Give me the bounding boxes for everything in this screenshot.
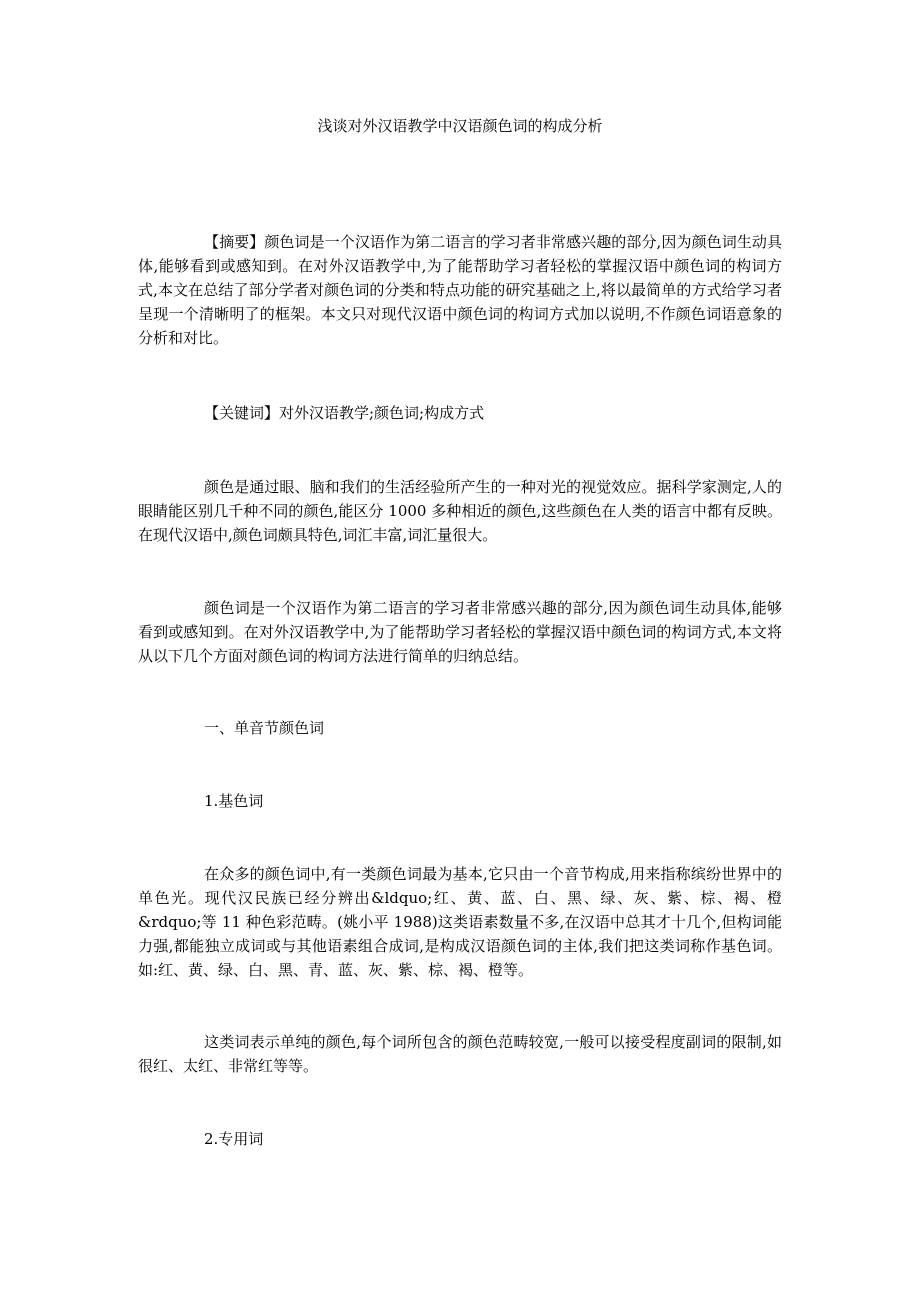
subsection-heading-2: 2.专用词: [204, 1130, 264, 1148]
body-paragraph-3: 在众多的颜色词中,有一类颜色词最为基本,它只由一个音节构成,用来指称缤纷世界中的单色光。现代汉民族已经分辨出&ldquo;红、黄、蓝、白、黑、绿、灰、紫、棕、褐、橙&rdquo;等 11 种色彩范畴。(姚小平 1988)这类语素数量不多,在汉语中总其才十几个,但构词能力强,都能独立成词或与其他语素组合成词,是构成汉语颜色词的主体,我们把这类词称作基色词。如:红、黄、绿、白、黑、青、蓝、灰、紫、棕、褐、橙等。: [138, 865, 782, 979]
body-paragraph-1: 颜色是通过眼、脑和我们的生活经验所产生的一种对光的视觉效应。据科学家测定,人的眼睛能区别几千种不同的颜色,能区分 1000 多种相近的颜色,这些颜色在人类的语言中都有反映。在现代汉语中,颜色词颇具特色,词汇丰富,词汇量很大。: [138, 478, 782, 544]
subsection-heading-1: 1.基色词: [204, 792, 264, 810]
body-paragraph-4: 这类词表示单纯的颜色,每个词所包含的颜色范畴较宽,一般可以接受程度副词的限制,如很红、太红、非常红等等。: [138, 1033, 782, 1075]
abstract-paragraph: 【摘要】颜色词是一个汉语作为第二语言的学习者非常感兴趣的部分,因为颜色词生动具体,能够看到或感知到。在对外汉语教学中,为了能帮助学习者轻松的掌握汉语中颜色词的构词方式,本文在总结了部分学者对颜色词的分类和特点功能的研究基础之上,将以最简单的方式给学习者呈现一个清晰明了的框架。本文只对现代汉语中颜色词的构词方式加以说明,不作颜色词语意象的分析和对比。: [138, 233, 782, 347]
body-paragraph-2: 颜色词是一个汉语作为第二语言的学习者非常感兴趣的部分,因为颜色词生动具体,能够看到或感知到。在对外汉语教学中,为了能帮助学习者轻松的掌握汉语中颜色词的构词方式,本文将从以下几个方面对颜色词的构词方法进行简单的归纳总结。: [138, 599, 782, 665]
keywords-paragraph: 【关键词】对外汉语教学;颜色词;构成方式: [204, 404, 485, 422]
document-title: 浅谈对外汉语教学中汉语颜色词的构成分析: [317, 117, 603, 135]
section-heading-1: 一、单音节颜色词: [204, 719, 325, 737]
